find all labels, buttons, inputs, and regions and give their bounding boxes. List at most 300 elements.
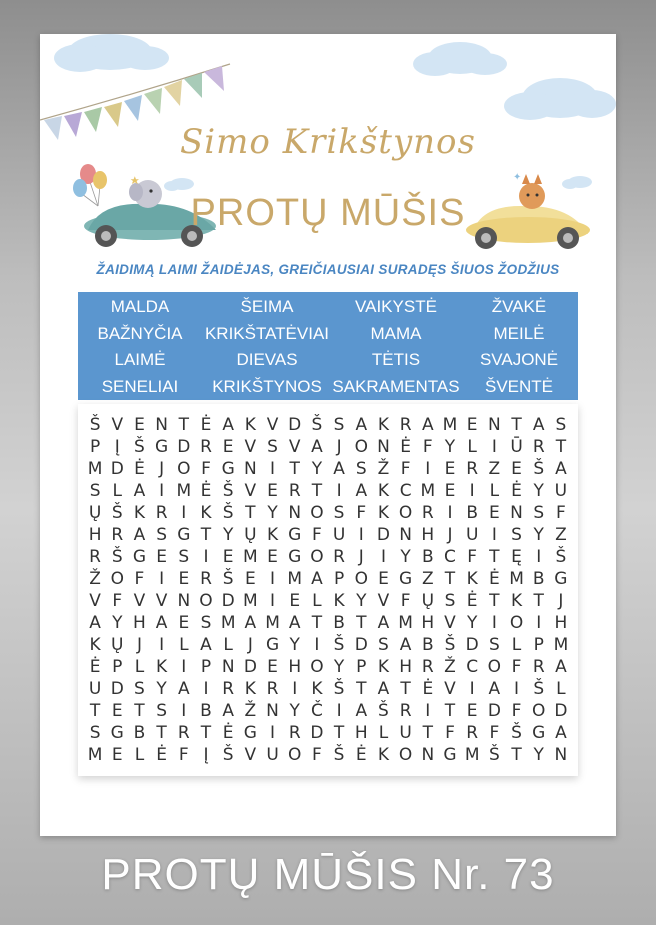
grid-letter: A xyxy=(399,635,412,655)
grid-letter: R xyxy=(333,547,345,567)
grid-letter: Š xyxy=(111,503,123,523)
grid-letter: F xyxy=(312,525,322,545)
word-list xyxy=(78,292,578,400)
grid-letter: I xyxy=(181,657,187,677)
grid-letter: I xyxy=(469,679,475,699)
grid-letter: M xyxy=(509,569,524,589)
grid-letter: S xyxy=(444,591,456,611)
grid-letter: K xyxy=(466,569,478,589)
grid-letter: G xyxy=(532,723,546,743)
grid-letter: F xyxy=(400,591,411,611)
grid-letter: Ė xyxy=(156,745,167,765)
grid-letter: K xyxy=(377,415,390,435)
grid-letter: T xyxy=(489,591,500,611)
grid-letter: T xyxy=(511,415,522,435)
grid-letter: O xyxy=(398,745,413,765)
grid-letter: K xyxy=(244,415,256,435)
grid-letter: S xyxy=(200,613,212,633)
grid-letter: E xyxy=(178,569,190,589)
grid-letter: H xyxy=(133,613,146,633)
grid-letter: B xyxy=(200,701,212,721)
grid-letter: A xyxy=(133,481,146,501)
grid-letter: O xyxy=(354,569,368,589)
grid-letter: I xyxy=(358,525,364,545)
grid-letter: Č xyxy=(310,701,323,721)
grid-letter: E xyxy=(267,481,278,501)
grid-letter: J xyxy=(447,525,453,545)
grid-letter: O xyxy=(310,657,324,677)
grid-letter: F xyxy=(134,569,145,589)
grid-letter: E xyxy=(244,569,256,589)
grid-letter: Y xyxy=(533,481,544,501)
footer-label: PROTŲ MŪŠIS Nr. 73 xyxy=(101,850,555,899)
grid-letter: Ė xyxy=(355,745,367,765)
grid-letter: E xyxy=(111,745,123,765)
grid-letter: G xyxy=(288,547,302,567)
grid-letter: I xyxy=(491,437,497,457)
grid-letter: I xyxy=(536,613,542,633)
grid-letter: I xyxy=(336,701,342,721)
grid-letter: L xyxy=(179,635,189,655)
grid-letter: H xyxy=(354,723,368,743)
grid-letter: A xyxy=(311,569,323,589)
grid-letter: Į xyxy=(114,437,120,457)
grid-letter: R xyxy=(222,679,235,699)
grid-letter: Y xyxy=(356,591,367,611)
grid-letter: S xyxy=(355,459,367,479)
grid-letter: V xyxy=(133,591,146,611)
grid-letter: B xyxy=(421,635,434,655)
grid-letter: R xyxy=(288,723,301,743)
grid-letter: E xyxy=(466,701,478,721)
grid-letter: F xyxy=(467,547,478,567)
grid-letter: T xyxy=(422,723,433,743)
grid-letter: F xyxy=(400,459,411,479)
grid-letter: O xyxy=(509,613,524,633)
grid-letter: Z xyxy=(555,525,567,545)
word-list-item: TĖTIS xyxy=(371,350,421,369)
grid-letter: D xyxy=(465,635,479,655)
grid-letter: F xyxy=(178,745,189,765)
grid-letter: I xyxy=(270,591,276,611)
grid-letter: L xyxy=(134,745,145,765)
grid-letter: I xyxy=(491,525,497,545)
grid-letter: U xyxy=(332,525,346,545)
grid-letter: Y xyxy=(533,525,544,545)
grid-letter: T xyxy=(134,701,145,721)
grid-letter: S xyxy=(89,481,101,501)
grid-letter: G xyxy=(288,525,302,545)
grid-letter: Ė xyxy=(511,481,522,501)
grid-letter: N xyxy=(155,415,168,435)
grid-letter: Š xyxy=(533,679,545,699)
grid-letter: T xyxy=(333,723,345,743)
grid-letter: J xyxy=(247,635,253,655)
grid-letter: R xyxy=(399,701,412,721)
grid-letter: S xyxy=(156,701,168,721)
grid-letter: A xyxy=(377,613,390,633)
grid-letter: Ė xyxy=(466,591,478,611)
grid-letter: T xyxy=(289,459,300,479)
grid-letter: D xyxy=(177,437,191,457)
grid-letter: Y xyxy=(289,701,300,721)
grid-letter: Ų xyxy=(88,503,102,523)
word-list-item: ŠVENTĖ xyxy=(484,376,554,396)
grid-letter: G xyxy=(243,723,257,743)
grid-letter: A xyxy=(89,613,101,633)
grid-letter: Y xyxy=(466,613,478,633)
grid-letter: A xyxy=(555,459,567,479)
grid-letter: Y xyxy=(289,635,300,655)
grid-letter: L xyxy=(511,635,522,655)
grid-letter: Ų xyxy=(244,525,257,545)
grid-letter: G xyxy=(110,723,124,743)
grid-letter: G xyxy=(399,569,413,589)
grid-letter: O xyxy=(310,547,324,567)
grid-letter: A xyxy=(222,415,234,435)
grid-letter: A xyxy=(200,635,212,655)
grid-letter: Š xyxy=(89,415,101,435)
grid-letter: L xyxy=(312,591,322,611)
grid-letter: T xyxy=(511,745,522,765)
grid-letter: A xyxy=(355,481,368,501)
cloud-right-icon xyxy=(413,42,616,120)
word-list-item: ŽVAKĖ xyxy=(491,297,547,316)
grid-letter: A xyxy=(244,613,257,633)
word-list-item: MEILĖ xyxy=(493,323,545,343)
grid-letter: I xyxy=(536,547,542,567)
grid-letter: I xyxy=(447,503,453,523)
grid-letter: Š xyxy=(222,569,234,589)
grid-letter: N xyxy=(399,525,412,545)
grid-letter: E xyxy=(488,503,500,523)
grid-letter: F xyxy=(511,701,522,721)
grid-letter: J xyxy=(136,635,142,655)
grid-letter: H xyxy=(421,613,435,633)
grid-letter: M xyxy=(243,547,258,567)
grid-letter: V xyxy=(266,415,279,435)
grid-letter: A xyxy=(133,525,146,545)
grid-letter: I xyxy=(314,635,320,655)
grid-letter: Ė xyxy=(200,481,212,501)
grid-letter: I xyxy=(270,723,276,743)
grid-letter: K xyxy=(156,657,168,677)
grid-letter: A xyxy=(488,679,501,699)
grid-letter: D xyxy=(221,591,235,611)
grid-letter: N xyxy=(244,459,257,479)
grid-letter: H xyxy=(399,657,413,677)
grid-letter: P xyxy=(89,437,101,457)
grid-letter: M xyxy=(398,613,413,633)
grid-letter: Š xyxy=(111,547,123,567)
grid-letter: Š xyxy=(488,745,500,765)
grid-letter: Ž xyxy=(89,569,101,589)
grid-letter: M xyxy=(464,745,480,765)
grid-letter: M xyxy=(220,613,236,633)
grid-letter: R xyxy=(111,525,124,545)
grid-letter: U xyxy=(88,679,102,699)
grid-letter: Ž xyxy=(244,701,257,721)
grid-letter: I xyxy=(292,679,298,699)
grid-letter: B xyxy=(333,613,345,633)
word-list-item: MALDA xyxy=(110,297,170,316)
grid-letter: D xyxy=(110,459,124,479)
grid-letter: E xyxy=(178,613,190,633)
grid-letter: L xyxy=(134,657,145,677)
grid-letter: L xyxy=(112,481,122,501)
grid-letter: R xyxy=(266,679,279,699)
grid-letter: Š xyxy=(222,481,234,501)
grid-letter: D xyxy=(554,701,568,721)
grid-letter: Ž xyxy=(377,459,390,479)
grid-letter: T xyxy=(444,701,456,721)
grid-letter: P xyxy=(533,635,544,655)
grid-letter: V xyxy=(155,591,168,611)
grid-letter: T xyxy=(200,723,212,743)
grid-letter: V xyxy=(288,437,301,457)
grid-letter: V xyxy=(111,415,124,435)
grid-letter: L xyxy=(378,723,389,743)
grid-letter: I xyxy=(491,613,497,633)
grid-letter: Ė xyxy=(134,459,145,479)
grid-letter: O xyxy=(354,437,368,457)
grid-letter: A xyxy=(555,657,567,677)
grid-letter: G xyxy=(132,547,147,567)
grid-letter: M xyxy=(442,415,458,435)
grid-letter: I xyxy=(514,679,520,699)
grid-letter: D xyxy=(310,723,324,743)
grid-letter: Š xyxy=(555,547,567,567)
grid-letter: I xyxy=(203,547,209,567)
grid-letter: E xyxy=(156,547,167,567)
grid-letter: O xyxy=(177,459,191,479)
grid-letter: A xyxy=(311,437,323,457)
grid-letter: Y xyxy=(400,547,411,567)
grid-letter: B xyxy=(532,569,545,589)
grid-letter: F xyxy=(312,745,322,765)
grid-letter: T xyxy=(178,415,189,435)
grid-letter: V xyxy=(244,481,257,501)
instructions-text: ŽAIDIMĄ LAIMI ŽAIDĖJAS, GREIČIAUSIAI SURADĘS ŠIUOS ŽODŽIUS xyxy=(96,262,560,277)
grid-letter: M xyxy=(265,613,280,633)
grid-letter: K xyxy=(311,679,323,699)
grid-letter: S xyxy=(134,679,145,699)
grid-letter: K xyxy=(200,503,212,523)
grid-letter: E xyxy=(289,591,301,611)
grid-letter: S xyxy=(178,547,190,567)
grid-letter: T xyxy=(444,569,456,589)
grid-letter: Z xyxy=(488,459,501,479)
letter-grid xyxy=(78,404,578,776)
grid-letter: K xyxy=(89,635,101,655)
grid-letter: O xyxy=(110,569,124,589)
grid-letter: Š xyxy=(222,745,234,765)
grid-letter: A xyxy=(177,679,190,699)
grid-letter: A xyxy=(355,701,368,721)
grid-letter: M xyxy=(553,635,569,655)
grid-letter: K xyxy=(133,503,146,523)
grid-letter: T xyxy=(311,613,323,633)
grid-letter: Š xyxy=(333,679,345,699)
grid-letter: P xyxy=(200,657,212,677)
grid-letter: O xyxy=(398,503,413,523)
grid-letter: F xyxy=(422,437,433,457)
grid-letter: I xyxy=(159,635,165,655)
grid-letter: G xyxy=(443,745,457,765)
grid-letter: A xyxy=(532,415,545,435)
grid-letter: N xyxy=(421,745,435,765)
grid-letter: G xyxy=(155,437,169,457)
grid-letter: I xyxy=(270,459,276,479)
grid-letter: J xyxy=(358,547,364,567)
grid-letter: T xyxy=(533,591,544,611)
grid-letter: M xyxy=(287,569,303,589)
script-title: Simo Krikštynos xyxy=(180,122,476,162)
grid-letter: E xyxy=(267,657,278,677)
grid-letter: K xyxy=(377,745,390,765)
grid-letter: Ę xyxy=(511,547,522,567)
word-list-item: BAŽNYČIA xyxy=(97,323,183,343)
grid-letter: Š xyxy=(533,459,545,479)
grid-letter: Y xyxy=(112,613,123,633)
grid-letter: V xyxy=(244,437,257,457)
grid-letter: N xyxy=(288,503,302,523)
grid-letter: T xyxy=(356,613,367,633)
grid-letter: V xyxy=(444,613,456,633)
grid-letter: P xyxy=(112,657,123,677)
grid-letter: Š xyxy=(134,437,145,457)
grid-letter: Y xyxy=(533,745,544,765)
word-list-item: SENELIAI xyxy=(101,376,179,396)
grid-letter: Ų xyxy=(421,591,435,611)
grid-letter: F xyxy=(201,459,211,479)
grid-letter: L xyxy=(489,481,500,501)
grid-letter: N xyxy=(221,657,235,677)
word-list-item: MAMA xyxy=(370,323,422,343)
grid-letter: Ė xyxy=(422,679,434,699)
grid-letter: Š xyxy=(333,635,345,655)
word-list-item: KRIKŠTATĖVIAI xyxy=(204,323,330,343)
grid-letter: I xyxy=(159,481,165,501)
grid-letter: Y xyxy=(444,437,456,457)
grid-letter: E xyxy=(466,415,478,435)
word-list-item: VAIKYSTĖ xyxy=(355,297,437,316)
grid-letter: F xyxy=(489,723,500,743)
grid-letter: I xyxy=(181,701,187,721)
grid-letter: F xyxy=(445,723,455,743)
grid-letter: S xyxy=(267,437,278,457)
grid-letter: I xyxy=(380,547,386,567)
grid-letter: Y xyxy=(311,459,323,479)
grid-letter: D xyxy=(354,635,368,655)
grid-letter: J xyxy=(336,437,342,457)
grid-letter: Į xyxy=(203,745,209,765)
grid-letter: A xyxy=(288,613,301,633)
grid-letter: D xyxy=(243,657,257,677)
grid-letter: Š xyxy=(511,723,522,743)
grid-letter: S xyxy=(156,525,168,545)
grid-letter: H xyxy=(421,525,435,545)
grid-letter: R xyxy=(155,503,168,523)
grid-letter: V xyxy=(377,591,390,611)
grid-letter: Ų xyxy=(111,635,124,655)
grid-letter: O xyxy=(199,591,213,611)
grid-letter: S xyxy=(555,415,567,435)
grid-letter: L xyxy=(223,635,233,655)
grid-letter: D xyxy=(288,415,302,435)
grid-letter: R xyxy=(89,547,101,567)
grid-letter: T xyxy=(311,481,323,501)
grid-letter: M xyxy=(87,459,103,479)
grid-letter: E xyxy=(444,459,456,479)
grid-letter: E xyxy=(222,547,234,567)
grid-letter: I xyxy=(336,481,342,501)
grid-letter: Š xyxy=(311,415,323,435)
grid-letter: A xyxy=(555,723,567,743)
grid-letter: G xyxy=(177,525,191,545)
grid-letter: Š xyxy=(444,635,456,655)
grid-letter: M xyxy=(176,481,192,501)
grid-letter: V xyxy=(444,679,456,699)
grid-letter: M xyxy=(87,745,103,765)
grid-letter: B xyxy=(133,723,146,743)
grid-letter: U xyxy=(399,723,412,743)
grid-letter: G xyxy=(554,569,568,589)
grid-letter: R xyxy=(466,459,479,479)
grid-letter: V xyxy=(244,745,257,765)
grid-letter: N xyxy=(488,415,501,435)
grid-letter: A xyxy=(333,459,345,479)
grid-letter: H xyxy=(554,613,568,633)
grid-letter: D xyxy=(487,701,501,721)
grid-letter: Ė xyxy=(200,415,212,435)
grid-letter: K xyxy=(244,679,256,699)
grid-letter: O xyxy=(310,503,324,523)
grid-letter: P xyxy=(333,569,345,589)
grid-letter: R xyxy=(532,657,545,677)
grid-letter: A xyxy=(222,701,234,721)
cloud-left-icon xyxy=(54,34,169,72)
grid-letter: E xyxy=(267,547,278,567)
grid-letter: K xyxy=(333,591,345,611)
grid-letter: Y xyxy=(222,525,234,545)
grid-letter: T xyxy=(89,701,101,721)
grid-letter: I xyxy=(425,701,431,721)
grid-letter: Z xyxy=(421,569,434,589)
grid-letter: T xyxy=(489,547,500,567)
grid-letter: Ū xyxy=(510,437,523,457)
grid-letter: I xyxy=(270,569,276,589)
grid-letter: L xyxy=(556,679,566,699)
grid-letter: N xyxy=(510,503,523,523)
grid-letter: A xyxy=(421,415,434,435)
grid-letter: S xyxy=(488,635,500,655)
grid-letter: D xyxy=(376,525,390,545)
grid-letter: H xyxy=(88,525,102,545)
grid-letter: B xyxy=(466,503,478,523)
grid-letter: I xyxy=(159,569,165,589)
grid-letter: U xyxy=(266,745,279,765)
grid-letter: Ė xyxy=(222,723,234,743)
grid-letter: G xyxy=(221,459,235,479)
grid-letter: R xyxy=(421,503,434,523)
grid-letter: I xyxy=(203,679,209,699)
grid-letter: T xyxy=(200,525,212,545)
grid-letter: N xyxy=(554,745,568,765)
word-list-item: SVAJONĖ xyxy=(479,350,559,369)
grid-letter: S xyxy=(89,723,101,743)
grid-letter: E xyxy=(134,415,145,435)
